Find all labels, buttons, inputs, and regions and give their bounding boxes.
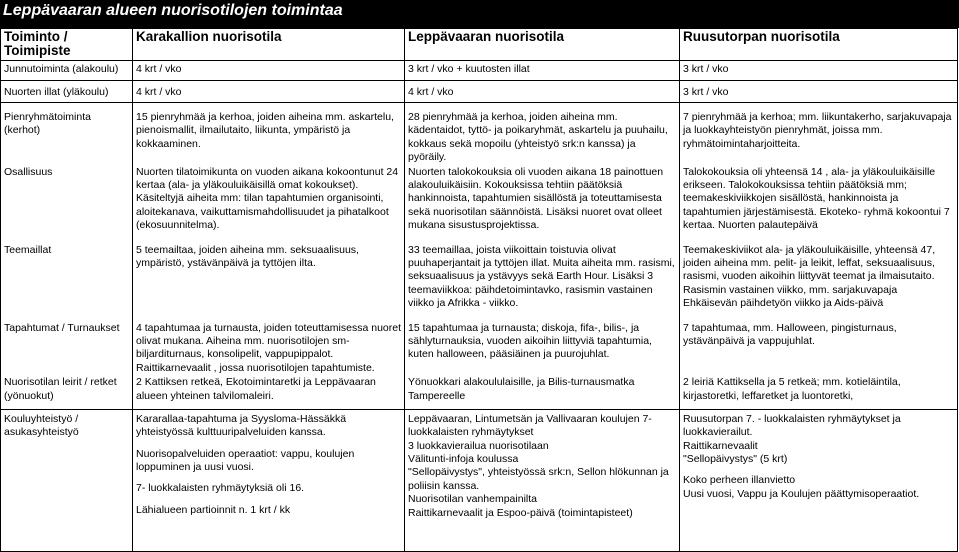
cell-paragraph: 7- luokkalaisten ryhmäytyksiä oli 16. xyxy=(136,482,305,495)
table-cell: 5 teemailtaa, joiden aiheina mm. seksuaalisuus, ympäristö, ystävänpäivä ja tyttöjen ilta. xyxy=(133,243,405,321)
row-label: Teemaillat xyxy=(1,243,133,321)
cell-paragraph: Ruusutorpan 7. - luokkalaisten ryhmäytykset ja luokkavierailut. xyxy=(683,412,901,439)
row-label: Osallisuus xyxy=(1,165,133,243)
table-cell: 4 krt / vko xyxy=(405,81,680,103)
table-cell: 3 krt / vko + kuutosten illat xyxy=(405,61,680,81)
table-cell: 15 pienryhmää ja kerhoa, joiden aiheina mm. askartelu, pienoismallit, ilmailutaito, liikunta, ympäristö ja kokkaaminen. xyxy=(133,103,405,165)
table-cell xyxy=(405,409,680,551)
row-label: Tapahtumat / Turnaukset xyxy=(1,321,133,376)
cell-paragraph: Koko perheen illanvietto xyxy=(683,474,796,487)
table-row xyxy=(1,81,958,103)
row-label: Pienryhmätoiminta (kerhot) xyxy=(1,103,133,165)
table-row xyxy=(1,321,958,376)
table-cell: 3 krt / vko xyxy=(680,61,958,81)
table-cell: 33 teemaillaa, joista viikoittain toistuvia olivat puuhaperjantait ja tyttöjen illat. Muita aiheita mm. rasismi, seksuaalisuus ja ystävyys sekä Earth Hour. Lisäksi 3 teemaviikkoa: päihdetoimintavko, rasismin vastainen viikko ja Afrikka - viikko. xyxy=(405,243,680,321)
table-cell: 4 krt / vko xyxy=(133,61,405,81)
table-row xyxy=(1,165,958,243)
cell-paragraph: Kararallaa-tapahtuma ja Syysloma-Hässäkkä yhteistyössä kulttuuripalveluiden kanssa. xyxy=(136,412,347,439)
header-cell: Ruusutorpan nuorisotila xyxy=(680,29,958,61)
header-row xyxy=(1,29,958,61)
cell-paragraph: Leppävaaran, Lintumetsän ja Vallivaaran koulujen 7-luokkalaisten ryhmäytykset xyxy=(408,412,652,439)
table-cell: 15 tapahtumaa ja turnausta; diskoja, fifa-, bilis-, ja sählyturnauksia, vuoden aikoihin liittyviä tapahtumia, kuten halloween, pääsiäinen ja puurojuhlat. xyxy=(405,321,680,376)
header-cell: Leppävaaran nuorisotila xyxy=(405,29,680,61)
activity-table xyxy=(0,28,958,552)
table-cell: Nuorten talokokouksia oli vuoden aikana 18 painottuen alakouluikäisiin. Kokouksissa tehtiin päätöksiä hankinnoista, tapahtumien sisällöstä ja toteuttamisesta sekä nuorisotilan säännöistä. Lisäksi nuoret ovat olleet mukana sisustusprojektissa. xyxy=(405,165,680,243)
table-cell: 4 tapahtumaa ja turnausta, joiden toteuttamisessa nuoret olivat mukana. Aiheina mm. nuorisotilojen sm-biljarditurnaus, konsolipelit, vappupippalot. Raittikarnevaalit , jossa nuorisotilojen tapahtumiste. xyxy=(133,321,405,376)
table-cell: 3 krt / vko xyxy=(680,81,958,103)
table-cell: 7 tapahtumaa, mm. Halloween, pingisturnaus, ystävänpäivä ja vappujuhlat. xyxy=(680,321,958,376)
table-row xyxy=(1,375,958,409)
table-row xyxy=(1,243,958,321)
table-cell: 2 Kattiksen retkeä, Ekotoimintaretki ja Leppävaaran alueen yhteinen talvilomaleiri. xyxy=(133,375,405,409)
cell-paragraph: Nuorisotilan vanhempainilta xyxy=(408,493,537,506)
cell-paragraph: Raittikarnevaalit xyxy=(683,439,758,452)
row-label: Kouluyhteistyö / asukasyhteistyö xyxy=(1,409,133,551)
cell-paragraph: Nuorisopalveluiden operaatiot: vappu, koulujen loppuminen ja uusi vuosi. xyxy=(136,447,355,473)
table-cell: Talokokouksia oli yhteensä 14 , ala- ja yläkouluikäisille erikseen. Talokokouksissa tehtiin päätöksiä mm; teemakeskiviikkojen sisällöstä, hankinnoista ja tapahtumien järjestämisestä. Ekoteko- ryhmä kokoontui 7 kertaa. Nuorten palautepäivä xyxy=(680,165,958,243)
cell-paragraph: "Sellopäivystys", yhteistyössä srk:n, Sellon hlökunnan ja poliisin kanssa. xyxy=(408,466,669,492)
cell-paragraph: Raittikarnevaalit ja Espoo-päivä (toimintapisteet) xyxy=(408,506,633,519)
table-row xyxy=(1,103,958,165)
cell-paragraph: Lähialueen partioinnit n. 1 krt / kk xyxy=(136,503,291,516)
table-cell: 7 pienryhmää ja kerhoa; mm. liikuntakerho, sarjakuvapaja ja luokkayhteistyön pienryhmät, joissa mm. ryhmätoimintaharjoitteita. xyxy=(680,103,958,165)
cell-paragraph: Välitunti-infoja koulussa xyxy=(408,452,519,465)
header-cell: Toiminto / Toimipiste xyxy=(1,29,133,61)
row-label: Nuorten illat (yläkoulu) xyxy=(1,81,133,103)
row-label: Junnutoiminta (alakoulu) xyxy=(1,61,133,81)
header-cell: Karakallion nuorisotila xyxy=(133,29,405,61)
cell-paragraph: Uusi vuosi, Vappu ja Koulujen päättymisoperaatiot. xyxy=(683,487,920,500)
page-title: Leppävaaran alueen nuorisotilojen toimintaa xyxy=(0,0,959,28)
table-row xyxy=(1,61,958,81)
table-cell: Teemakeskiviikot ala- ja yläkouluikäisille, yhteensä 47, joiden aiheina mm. pelit- ja leikit, leffat, seksuaalisuus, rasismi, vuoden aikoihin liittyvät teemat ja ilmaisutaito. Rasismin vastainen viikko, mm. sarjakuvapaja Ehkäisevän päihdetyön viikko ja Aids-päivä xyxy=(680,243,958,321)
table-cell xyxy=(133,409,405,551)
table-cell: 2 leiriä Kattiksella ja 5 retkeä; mm. kotieläintila, kirjastoretki, leffaretket ja luontoretki, xyxy=(680,375,958,409)
table-cell: 4 krt / vko xyxy=(133,81,405,103)
table-cell: 28 pienryhmää ja kerhoa, joiden aiheina mm. kädentaidot, tyttö- ja poikaryhmät, askartelu ja puuhailu, kokkaus sekä mopoilu (yhteistyö srk:n kanssa) ja pyöräily. xyxy=(405,103,680,165)
table-cell: Nuorten tilatoimikunta on vuoden aikana kokoontunut 24 kertaa (ala- ja yläkouluikäisillä omat kokoukset). Käsiteltyjä aiheita mm: tilan tapahtumien organisointi, aloitekanava, vaikuttamismahdollisuudet ja pihatalkoot (ekosuunnitelma). xyxy=(133,165,405,243)
row-label: Nuorisotilan leirit / retket (yönuokut) xyxy=(1,375,133,409)
table-row xyxy=(1,409,958,551)
table-cell: Yönuokkari alakoululaisille, ja Bilis-turnausmatka Tampereelle xyxy=(405,375,680,409)
cell-paragraph: "Sellopäivystys" (5 krt) xyxy=(683,452,788,465)
cell-paragraph: 3 luokkavierailua nuorisotilaan xyxy=(408,439,549,452)
table-cell xyxy=(680,409,958,551)
